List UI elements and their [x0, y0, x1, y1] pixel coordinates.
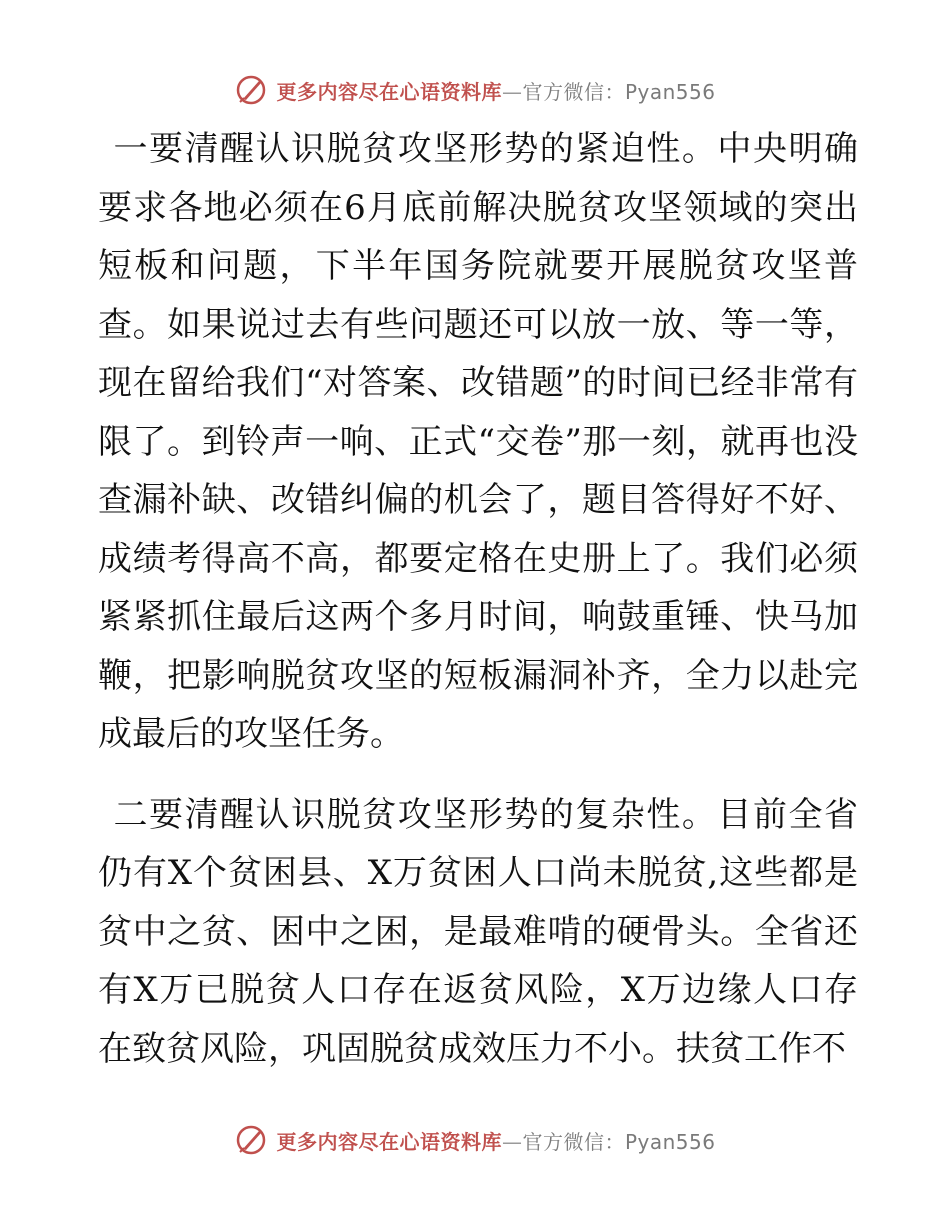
document-body [98, 120, 858, 1078]
quill-logo-icon [234, 73, 268, 107]
paragraph-2 [98, 786, 858, 1079]
paragraph-1 [98, 120, 858, 764]
quill-logo-icon [234, 1123, 268, 1157]
watermark-official: 官方微信：Pyan556 [522, 1129, 716, 1154]
header-watermark [0, 70, 950, 110]
footer-watermark [0, 1120, 950, 1160]
watermark-brand: 更多内容尽在心语资料库 [276, 79, 502, 104]
watermark-dash: — [501, 79, 523, 104]
paragraph-2-text: 二要清醒认识脱贫攻坚形势的复杂性。目前全省仍有X个贫困县、X万贫困人口尚未脱贫,这些都是贫中之贫、困中之困，是最难啃的硬骨头。全省还有X万已脱贫人口存在返贫风险，X万边缘人口存在致贫风险，巩固脱贫成效压力不小。扶贫工作不 [98, 794, 858, 1069]
watermark-dash: — [501, 1129, 523, 1154]
watermark-official: 官方微信：Pyan556 [522, 79, 716, 104]
watermark-brand: 更多内容尽在心语资料库 [276, 1129, 502, 1154]
paragraph-1-text: 一要清醒认识脱贫攻坚形势的紧迫性。中央明确要求各地必须在6月底前解决脱贫攻坚领域的突出短板和问题，下半年国务院就要开展脱贫攻坚普查。如果说过去有些问题还可以放一放、等一等，现在留给我们“对答案、改错题”的时间已经非常有限了。到铃声一响、正式“交卷”那一刻，就再也没查漏补缺、改错纠偏的机会了，题目答得好不好、成绩考得高不高，都要定格在史册上了。我们必须紧紧抓住最后这两个多月时间，响鼓重锤、快马加鞭，把影响脱贫攻坚的短板漏洞补齐，全力以赴完成最后的攻坚任务。 [98, 129, 858, 754]
